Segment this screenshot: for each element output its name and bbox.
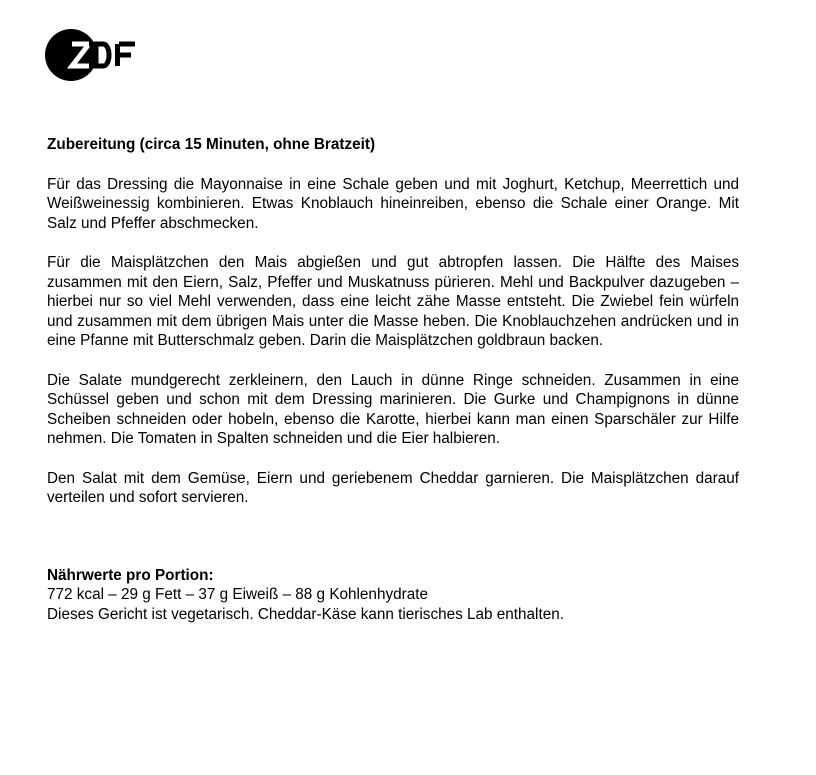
- zdf-logo: [45, 28, 137, 82]
- recipe-paragraph-salat: Die Salate mundgerecht zerkleinern, den Lauch in dünne Ringe schneiden. Zusammen in eine Schüssel geben und schon mit dem Dressing marinieren. Die Gurke und Champignons in dünne Scheiben schneiden oder hobeln, ebenso die Karotte, hierbei kann man einen Sparschäler zur Hilfe nehmen. Die Tomaten in Spalten schneiden und die Eier halbieren.: [47, 371, 739, 448]
- nutrition-section: [47, 566, 739, 625]
- recipe-paragraph-servieren: Den Salat mit dem Gemüse, Eiern und geriebenem Cheddar garnieren. Die Maisplätzchen darauf verteilen und sofort servieren.: [47, 469, 739, 507]
- recipe-heading: Zubereitung (circa 15 Minuten, ohne Bratzeit): [47, 136, 376, 153]
- recipe-paragraph-dressing: Für das Dressing die Mayonnaise in eine Schale geben und mit Joghurt, Ketchup, Meerrettich und Weißweinessig kombinieren. Etwas Knoblauch hineinreiben, ebenso die Schale einer Orange. Mit Salz und Pfeffer abschmecken.: [47, 175, 739, 232]
- zdf-logo-icon: [45, 28, 137, 82]
- recipe-paragraph-maisplaetzchen: Für die Maisplätzchen den Mais abgießen und gut abtropfen lassen. Die Hälfte des Maises zusammen mit den Eiern, Salz, Pfeffer und Muskatnuss pürieren. Mehl und Backpulver dazugeben – hierbei nur so viel Mehl verwenden, dass eine leicht zähe Masse entsteht. Die Zwiebel fein würfeln und zusammen mit dem übrigen Mais unter die Masse heben. Die Knoblauchzehen andrücken und in eine Pfanne mit Butterschmalz geben. Darin die Maisplätzchen goldbraun backen.: [47, 253, 739, 350]
- recipe-content: [47, 135, 739, 624]
- nutrition-note: Dieses Gericht ist vegetarisch. Cheddar-Käse kann tierisches Lab enthalten.: [47, 605, 564, 623]
- nutrition-values: 772 kcal – 29 g Fett – 37 g Eiweiß – 88 g Kohlenhydrate: [47, 586, 428, 604]
- nutrition-title: Nährwerte pro Portion:: [47, 566, 214, 584]
